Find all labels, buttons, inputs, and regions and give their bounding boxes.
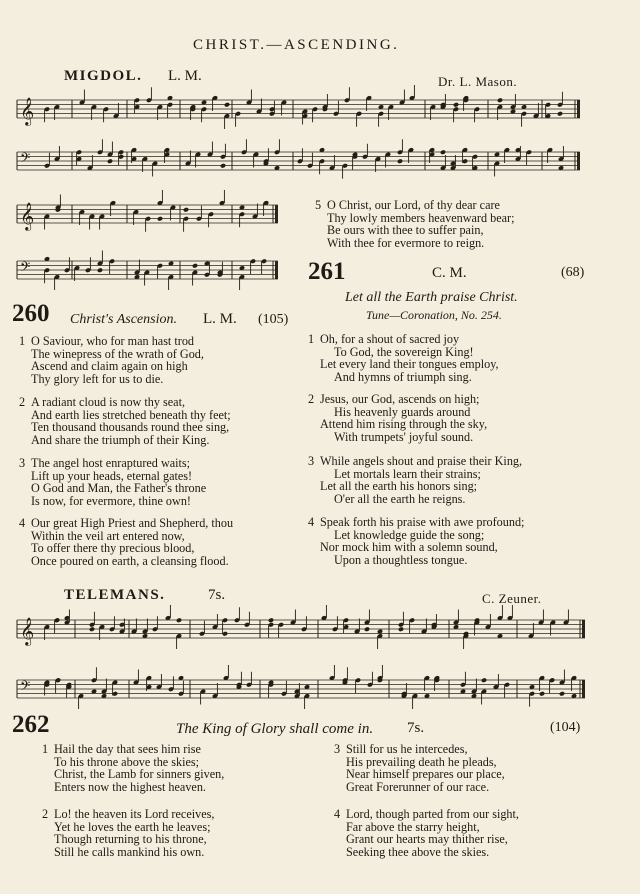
tune-composer-telemans: C. Zeuner. (482, 591, 542, 606)
stanza-line: Let every land their tongues employ, (320, 357, 499, 372)
music-note (481, 677, 487, 683)
stanza-line: Let mortals learn their strains; (334, 466, 481, 481)
stanza-number: 4 (19, 516, 26, 530)
stanza-line: Upon a thoughtless tongue. (334, 552, 468, 567)
stanza-number: 1 (308, 332, 315, 346)
stanza-line: With trumpets' joyful sound. (334, 429, 474, 444)
hymn-262-meter: 7s. (407, 720, 425, 736)
stanza-line: Seeking thee above the skies. (346, 844, 490, 859)
hymn-262-stanza-4 (334, 807, 519, 859)
stanza-line: Christ, the Lamb for sinners given, (54, 767, 225, 782)
stanza-line: Let knowledge guide the song; (334, 527, 485, 542)
stanza-line: To his throne above the skies; (54, 754, 200, 769)
music-note (539, 691, 545, 697)
tune-name-migdol: MIGDOL. (64, 68, 143, 84)
stanza-line: Jesus, our God, ascends on high; (320, 392, 480, 406)
stanza-line: Within the veil art entered now, (31, 528, 185, 543)
hymn-260-title: Christ's Ascension. (70, 312, 177, 327)
stanza-line: Yet he loves the earth he leaves; (54, 819, 211, 834)
stanza-line: Great Forerunner of our race. (346, 779, 490, 794)
page-header: CHRIST.—ASCENDING. (193, 37, 400, 53)
stanza-number: 5 (315, 198, 322, 212)
tune-name-telemans: TELEMANS. (64, 587, 166, 603)
stanza-line: Grant our hearts may thither rise, (346, 832, 508, 847)
stanza-line: Lord, though parted from our sight, (346, 807, 519, 821)
clef-icon: 𝄞 (20, 202, 35, 230)
music-note (559, 691, 565, 697)
stanza-number: 4 (308, 515, 315, 529)
music-note (183, 207, 189, 213)
music-note (107, 158, 113, 164)
stanza-number: 3 (19, 456, 26, 470)
clef-icon: 𝄢 (20, 678, 31, 697)
stanza-line: Our great High Priest and Shepherd, thou (31, 516, 234, 530)
stanza-line: Enters now the highest heaven. (54, 779, 206, 794)
hymn-262-stanza-1 (42, 742, 225, 794)
clef-icon: 𝄞 (20, 617, 35, 645)
stanza-line: Though returning to his throne, (54, 832, 207, 847)
stanza-line: Oh, for a shout of sacred joy (320, 332, 460, 346)
hymn-262-stanza-2 (42, 807, 215, 859)
hymn-261-meter: C. M. (432, 265, 467, 281)
stanza-line: The winepress of the wrath of God, (31, 346, 204, 361)
stanza-number: 3 (334, 742, 341, 756)
clef-icon: 𝄢 (20, 150, 31, 169)
stanza-line: Let all the earth his honors sing; (320, 479, 478, 494)
stanza-number: 1 (42, 742, 49, 756)
hymn-262-stanza-3 (334, 742, 505, 794)
stanza-line: A radiant cloud is now thy seat, (31, 395, 186, 409)
hymn-260-ref: (105) (258, 312, 289, 327)
hymn-260-meter: L. M. (203, 311, 237, 327)
hymn-260-stanza-2 (19, 395, 231, 447)
stanza-line: Near himself prepares our place, (346, 767, 505, 782)
hymn-262-ref: (104) (550, 720, 581, 735)
stanza-line: Thy glory left for us to die. (31, 371, 164, 386)
stanza-line: O Christ, our Lord, of thy dear care (327, 198, 500, 212)
stanza-line: O God and Man, the Father's throne (31, 481, 207, 496)
stanza-number: 1 (19, 334, 26, 348)
stanza-line: And share the triumph of their King. (31, 432, 210, 447)
hymn-261-stanza-1 (308, 332, 499, 384)
clef-icon: 𝄢 (20, 259, 31, 278)
hymn-261-title: Let all the Earth praise Christ. (345, 290, 518, 305)
tune-composer-migdol: Dr. L. Mason. (438, 74, 518, 89)
music-note (453, 102, 459, 108)
hymn-260-stanza-4 (19, 516, 234, 568)
tune-meter-migdol: L. M. (168, 68, 202, 84)
stanza-line: Nor mock him with a solemn sound, (320, 540, 498, 555)
stanza-line: Attend him rising through the sky, (320, 417, 488, 432)
stanza-line: Speak forth his praise with awe profound; (320, 515, 525, 529)
music-note (176, 617, 182, 623)
stanza-line: Far above the starry height, (346, 819, 480, 834)
stanza-line: Still he calls mankind his own. (54, 844, 205, 859)
stanza-line: Hail the day that sees him rise (54, 742, 201, 756)
stanza-line: To God, the sovereign King! (334, 344, 474, 359)
stanza-line: His heavenly guards around (334, 404, 471, 419)
stanza-line: And earth lies stretched beneath thy feet; (31, 407, 231, 422)
hymn-261-tune-label: Tune—Coronation, No. 254. (366, 308, 502, 322)
hymn-262-number: 262 (12, 711, 50, 738)
clef-icon: 𝄞 (20, 97, 35, 125)
stanza-number: 2 (42, 807, 49, 821)
stanza-line: Still for us he intercedes, (346, 742, 468, 756)
hymn-261-ref: (68) (561, 265, 585, 280)
music-staff (17, 100, 580, 118)
hymn-260-stanza-1 (19, 334, 204, 386)
music-note (97, 267, 103, 273)
music-note (398, 626, 404, 632)
music-note (192, 263, 198, 269)
stanza-line: With thee for evermore to reign. (327, 235, 485, 250)
stanza-number: 2 (19, 395, 26, 409)
stanza-number: 3 (308, 454, 315, 468)
stanza-line: Be ours with thee to suffer pain, (327, 223, 484, 238)
music-note (364, 626, 370, 632)
stanza-line: To offer there thy precious blood, (31, 541, 195, 556)
music-note (220, 163, 226, 169)
stanza-line: O Saviour, who for man hast trod (31, 334, 195, 348)
stanza-line: His prevailing death he pleads, (346, 754, 497, 769)
stanza-line: O'er all the earth he reigns. (334, 491, 466, 506)
tune-meter-telemans: 7s. (208, 587, 226, 603)
stanza-line: Is now, for evermore, thine own! (31, 493, 191, 508)
music-note (224, 102, 230, 108)
music-note (268, 617, 274, 623)
stanza-number: 2 (308, 392, 315, 406)
stanza-line: Thy lowly members heavenward bear; (327, 210, 515, 225)
stanza-line: Lift up your heads, eternal gates! (31, 468, 193, 483)
hymn-261-number: 261 (308, 258, 346, 285)
music-note (397, 158, 403, 164)
hymn-260-stanza-5 (315, 198, 515, 250)
hymn-260-number: 260 (12, 300, 50, 327)
stanza-line: While angels shout and praise their King, (320, 454, 523, 468)
stanza-line: Ten thousand thousands round thee sing, (31, 420, 230, 435)
hymn-261-stanza-2 (308, 392, 488, 444)
music-note (89, 626, 95, 632)
stanza-line: And hymns of triumph sing. (334, 369, 472, 384)
hymn-262-title: The King of Glory shall come in. (176, 721, 374, 737)
hymn-260-stanza-3 (19, 456, 207, 508)
music-note (557, 111, 563, 117)
hymn-261-stanza-4 (308, 515, 525, 567)
stanza-number: 4 (334, 807, 341, 821)
stanza-line: Lo! the heaven its Lord receives, (54, 807, 215, 821)
hymn-261-stanza-3 (308, 454, 523, 506)
stanza-line: Once poured on earth, a cleansing flood. (31, 553, 229, 568)
music-note (497, 97, 503, 103)
music-note (440, 149, 446, 155)
stanza-line: The angel host enraptured waits; (31, 456, 191, 470)
stanza-line: Ascend and claim again on high (31, 359, 188, 374)
music-note (157, 216, 163, 222)
